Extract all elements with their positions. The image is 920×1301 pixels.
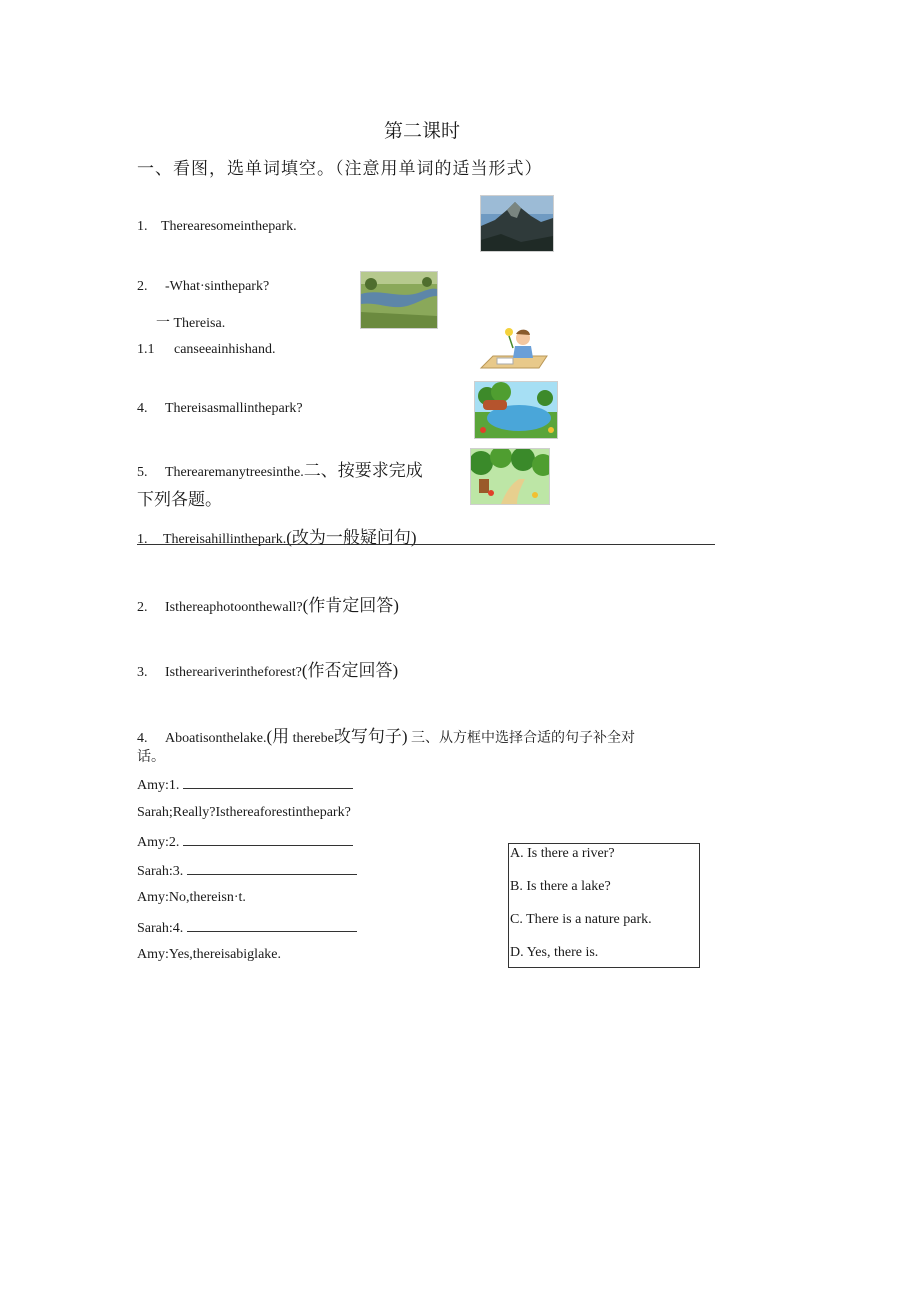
dialogue-line xyxy=(137,890,246,906)
question-1-3 xyxy=(137,342,275,358)
question-2-4 xyxy=(137,722,635,747)
option-d: D. Yes, there is. xyxy=(510,945,599,960)
question-number: 4. xyxy=(137,401,148,416)
question-keyword: therebe xyxy=(292,731,334,746)
question-number: 1. xyxy=(137,532,148,547)
section-2-heading-start: 二、按要求完成 xyxy=(303,461,423,480)
dialogue-line xyxy=(137,919,357,937)
mountain-image xyxy=(480,195,554,252)
question-2-3 xyxy=(137,656,398,681)
lake-image xyxy=(474,381,558,439)
question-instruction: (作否定回答) xyxy=(301,661,399,680)
dialogue-line xyxy=(137,833,353,851)
section-1-heading: 一、看图，选单词填空。（注意用单词的适当形式） xyxy=(137,159,543,178)
forest-image xyxy=(470,448,550,505)
answer-blank[interactable] xyxy=(187,919,357,932)
option-a: A. Is there a river? xyxy=(510,846,615,861)
answer-line xyxy=(137,544,715,545)
question-number: 4. xyxy=(137,731,148,746)
answer-blank[interactable] xyxy=(183,833,353,846)
section-3-heading-start: 三、从方框中选择合适的句子补全对 xyxy=(411,731,636,746)
question-1-2 xyxy=(137,279,269,295)
river-image xyxy=(360,271,438,329)
question-number: 3. xyxy=(137,665,148,680)
question-number: 2. xyxy=(137,600,148,615)
answer-blank[interactable] xyxy=(183,776,353,789)
dialogue-text: Sarah:4. xyxy=(137,921,184,936)
dialogue-text: Amy:No,thereisn·t. xyxy=(137,890,246,905)
option-b: B. Is there a lake? xyxy=(510,879,611,894)
boy-with-flower-image xyxy=(478,323,550,372)
dialogue-text: Amy:2. xyxy=(137,835,180,850)
dialogue-text: Sarah:3. xyxy=(137,864,184,879)
page-title: 第二课时 xyxy=(384,121,461,142)
question-1-2-reply: 一 Thereisa. xyxy=(156,316,226,331)
section-2-heading-end: 下列各题。 xyxy=(137,490,222,509)
question-1-1 xyxy=(137,219,297,235)
question-number: 5. xyxy=(137,465,148,480)
answer-blank[interactable] xyxy=(187,862,357,875)
question-instruction: (用 xyxy=(266,727,290,746)
question-text: Therearemanytreesinthe. xyxy=(165,465,304,480)
question-number: 1.1 xyxy=(137,342,155,357)
question-text: Therearesomeinthepark. xyxy=(161,219,297,234)
section-3-heading-end: 话。 xyxy=(137,750,165,765)
question-text: Thereisahillinthepark. xyxy=(163,532,287,547)
question-instruction-end: 改写句子) xyxy=(333,727,408,746)
question-instruction: (作肯定回答) xyxy=(302,596,399,615)
question-number: 1. xyxy=(137,219,148,234)
question-number: 2. xyxy=(137,279,148,294)
question-instruction: (改为一般疑问句) xyxy=(286,528,417,547)
question-text: canseeainhishand. xyxy=(174,342,276,357)
question-2-2 xyxy=(137,591,399,616)
dialogue-text: Amy:Yes,thereisabiglake. xyxy=(137,947,281,962)
question-text: Isthereariverintheforest? xyxy=(165,665,302,680)
question-1-5 xyxy=(137,456,423,481)
dialogue-text: Amy:1. xyxy=(137,778,180,793)
question-text: Thereisasmallinthepark? xyxy=(165,401,303,416)
options-box xyxy=(508,843,700,968)
question-text: Aboatisonthelake. xyxy=(165,731,267,746)
option-c: C. There is a nature park. xyxy=(510,912,652,927)
question-text: Isthereaphotoonthewall? xyxy=(165,600,303,615)
question-1-4 xyxy=(137,401,303,417)
dialogue-line xyxy=(137,947,281,963)
dialogue-text: Sarah;Really?Isthereaforestinthepark? xyxy=(137,805,351,820)
question-text: -What·sinthepark? xyxy=(165,279,270,294)
dialogue-line xyxy=(137,805,351,821)
dialogue-line xyxy=(137,776,353,794)
dialogue-line xyxy=(137,862,357,880)
